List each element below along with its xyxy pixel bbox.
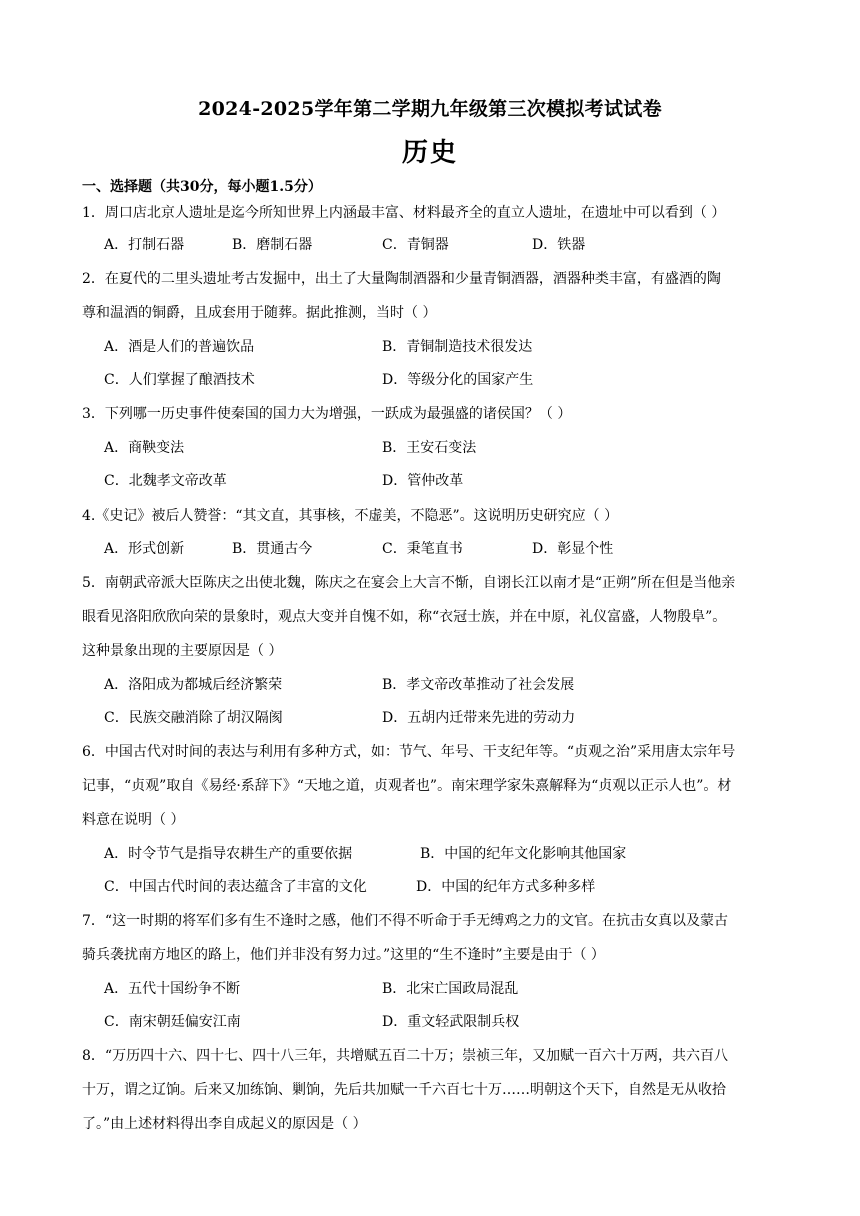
subject-title: 历史: [401, 138, 458, 168]
question-4-option-c: C．秉笔直书: [382, 541, 463, 557]
question-7-option-d: D．重文轻武限制兵权: [382, 1014, 520, 1030]
question-3-option-a: A．商鞅变法: [104, 440, 185, 456]
question-7-line-2: 骑兵袭扰南方地区的路上，他们并非没有努力过。”这里的“生不逢时”主要是由于（ ）: [82, 947, 605, 963]
question-3-option-c: C．北魏孝文帝改革: [104, 473, 227, 489]
question-6-line-3: 料意在说明（ ）: [82, 812, 185, 828]
question-7-line-1: 7．“这一时期的将军们多有生不逢时之感，他们不得不听命于手无缚鸡之力的文官。在抗击女真以及蒙古: [82, 913, 729, 929]
exam-title: 2024-2025学年第二学期九年级第三次模拟考试试卷: [198, 98, 662, 120]
question-8-line-3: 了。”由上述材料得出李自成起义的原因是（ ）: [82, 1116, 367, 1132]
question-8-line-2: 十万，谓之辽饷。后来又加练饷、剿饷，先后共加赋一千六百七十万……明朝这个天下，自然是无从收拾: [82, 1082, 726, 1098]
question-2-option-b: B．青铜制造技术很发达: [382, 339, 533, 355]
question-4-line-1: 4.《史记》被后人赞誉：“其文直，其事核，不虚美，不隐恶”。这说明历史研究应（ ）: [82, 508, 619, 524]
question-6-option-b: B．中国的纪年文化影响其他国家: [420, 846, 627, 862]
question-5-option-c: C．民族交融消除了胡汉隔阂: [104, 710, 283, 726]
question-4-option-d: D．彰显个性: [532, 541, 614, 557]
section-heading: 一、选择题（共30分，每小题1.5分）: [82, 179, 322, 195]
question-1-option-d: D．铁器: [532, 237, 586, 253]
question-4-option-b: B．贯通古今: [232, 541, 313, 557]
question-5-option-d: D．五胡内迁带来先进的劳动力: [382, 710, 576, 726]
question-6-line-1: 6．中国古代对时间的表达与利用有多种方式，如：节气、年号、干支纪年等。“贞观之治”采用唐太宗年号: [82, 744, 736, 760]
question-1-option-a: A．打制石器: [104, 237, 185, 253]
question-5-option-a: A．洛阳成为都城后经济繁荣: [104, 677, 283, 693]
question-8-line-1: 8．“万历四十六、四十七、四十八三年，共增赋五百二十万；崇祯三年，又加赋一百六十万两，共六百八: [82, 1048, 729, 1064]
question-2-line-1: 2．在夏代的二里头遗址考古发掘中，出土了大量陶制酒器和少量青铜酒器，酒器种类丰富，有盛酒的陶: [82, 271, 721, 287]
question-5-option-b: B．孝文帝改革推动了社会发展: [382, 677, 575, 693]
question-5-line-1: 5．南朝武帝派大臣陈庆之出使北魏，陈庆之在宴会上大言不惭，自诩长江以南才是“正朔”所在但是当他亲: [82, 575, 736, 591]
question-1-option-c: C．青铜器: [382, 237, 449, 253]
question-6-option-d: D．中国的纪年方式多种多样: [416, 879, 596, 895]
question-1-line-1: 1．周口店北京人遗址是迄今所知世界上内涵最丰富、材料最齐全的直立人遗址，在遗址中可以看到（ ）: [82, 205, 726, 221]
question-2-line-2: 尊和温酒的铜爵，且成套用于随葬。据此推测，当时（ ）: [82, 305, 437, 321]
question-2-option-a: A．酒是人们的普遍饮品: [104, 339, 255, 355]
question-6-option-a: A．时令节气是指导农耕生产的重要依据: [104, 846, 353, 862]
question-4-option-a: A．形式创新: [104, 541, 185, 557]
question-5-line-2: 眼看见洛阳欣欣向荣的景象时，观点大变并自愧不如，称“衣冠士族，并在中原，礼仪富盛，人物殷阜”。: [82, 609, 727, 625]
question-7-option-b: B．北宋亡国政局混乱: [382, 981, 519, 997]
question-2-option-d: D．等级分化的国家产生: [382, 372, 534, 388]
question-7-option-c: C．南宋朝廷偏安江南: [104, 1014, 241, 1030]
question-6-option-c: C．中国古代时间的表达蕴含了丰富的文化: [104, 879, 367, 895]
question-6-line-2: 记事，“贞观”取自《易经·系辞下》“天地之道，贞观者也”。南宋理学家朱熹解释为“贞观以正示人也”。材: [82, 778, 732, 794]
question-7-option-a: A．五代十国纷争不断: [104, 981, 241, 997]
question-3-line-1: 3．下列哪一历史事件使秦国的国力大为增强，一跃成为最强盛的诸侯国？（ ）: [82, 406, 572, 422]
question-3-option-d: D．管仲改革: [382, 473, 464, 489]
question-3-option-b: B．王安石变法: [382, 440, 477, 456]
question-2-option-c: C．人们掌握了酿酒技术: [104, 372, 255, 388]
question-1-option-b: B．磨制石器: [232, 237, 313, 253]
question-5-line-3: 这种景象出现的主要原因是（ ）: [82, 643, 283, 659]
